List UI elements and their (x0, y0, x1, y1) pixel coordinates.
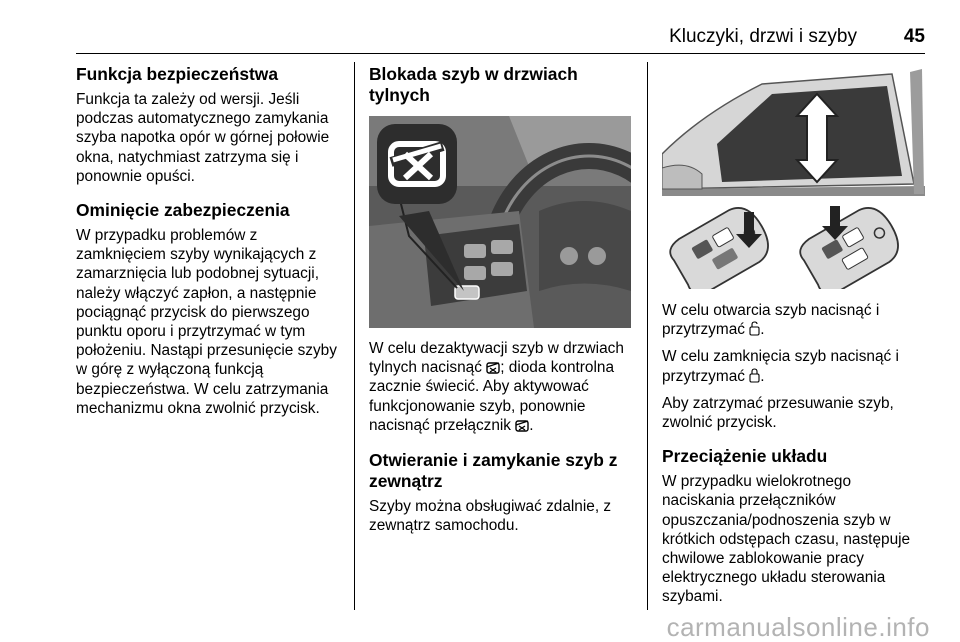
paragraph-safety-override: W przypadku problemów z zamknięciem szyby wynikających z zamarznięcia lub podobnej sytuacji, należy włączyć zapłon, a następnie pociągnąć przycisk do pierwszego punktu oporu i przytrzymać w tym położeniu. Nastąpi przesunięcie szyby w górę z wyłączoną funkcją bezpieczeństwa. W celu zatrzymania mechanizmu okna zwolnić przycisk. (76, 227, 337, 417)
heading-system-overload: Przeciążenie układu (662, 446, 828, 467)
header-rule (76, 53, 925, 54)
window-lock-icon (515, 419, 529, 432)
key-unlock-icon (749, 321, 760, 336)
paragraph-open-windows (662, 301, 927, 339)
text-period: . (760, 321, 765, 339)
text-period: . (760, 367, 765, 385)
text-deactivate: W celu dezaktywacji szyb w drzwiach tylnych nacisnąć (369, 340, 624, 377)
text-close-windows: W celu zamknięcia szyb nacisnąć i przytrzymać (662, 348, 899, 385)
paragraph-stop-windows: Aby zatrzymać przesuwanie szyb, zwolnić przycisk. (662, 394, 894, 432)
heading-rear-window-lock: Blokada szyb w drzwiach tylnych (369, 64, 578, 105)
header-title: Kluczyki, drzwi i szyby (669, 26, 857, 47)
paragraph-close-windows (662, 347, 927, 385)
column-middle (369, 64, 637, 543)
column-left (76, 64, 348, 426)
text-activate: ; dioda kontrolna zacznie świecić. Aby aktywować funkcjonowanie szyb, ponownie nacisnąć przełącznik (369, 359, 615, 434)
dashboard-illustration (369, 116, 631, 328)
watermark: carmanualsonline.info (666, 612, 930, 642)
paragraph-rear-window-lock (369, 339, 637, 435)
window-and-key-illustration (662, 64, 925, 289)
text-period: . (529, 416, 534, 434)
window-lock-icon (486, 361, 500, 374)
page-header (76, 26, 925, 50)
paragraph-safety-function: Funkcja ta zależy od wersji. Jeśli podczas automatycznego zamykania szyba napotka opór w górnej połowie okna, natychmiast zatrzyma się i ponownie opuści. (76, 91, 330, 185)
column-divider (354, 62, 355, 610)
text-open-windows: W celu otwarcia szyb nacisnąć i przytrzymać (662, 302, 880, 339)
paragraph-remote-window: Szyby można obsługiwać zdalnie, z zewnątrz samochodu. (369, 498, 612, 535)
column-divider (647, 62, 648, 610)
heading-safety-function: Funkcja bezpieczeństwa (76, 64, 278, 84)
paragraph-system-overload: W przypadku wielokrotnego naciskania przełączników opuszczania/podnoszenia szyb w krótkich odstępach czasu, następuje chwilowe zablokowanie pracy elektrycznego układu sterowania szybami. (662, 473, 911, 606)
heading-safety-override: Ominięcie zabezpieczenia (76, 200, 290, 221)
page-number: 45 (903, 26, 925, 47)
key-lock-icon (749, 368, 760, 383)
heading-remote-window: Otwieranie i zamykanie szyb z zewnątrz (369, 450, 618, 492)
column-right (662, 64, 927, 615)
